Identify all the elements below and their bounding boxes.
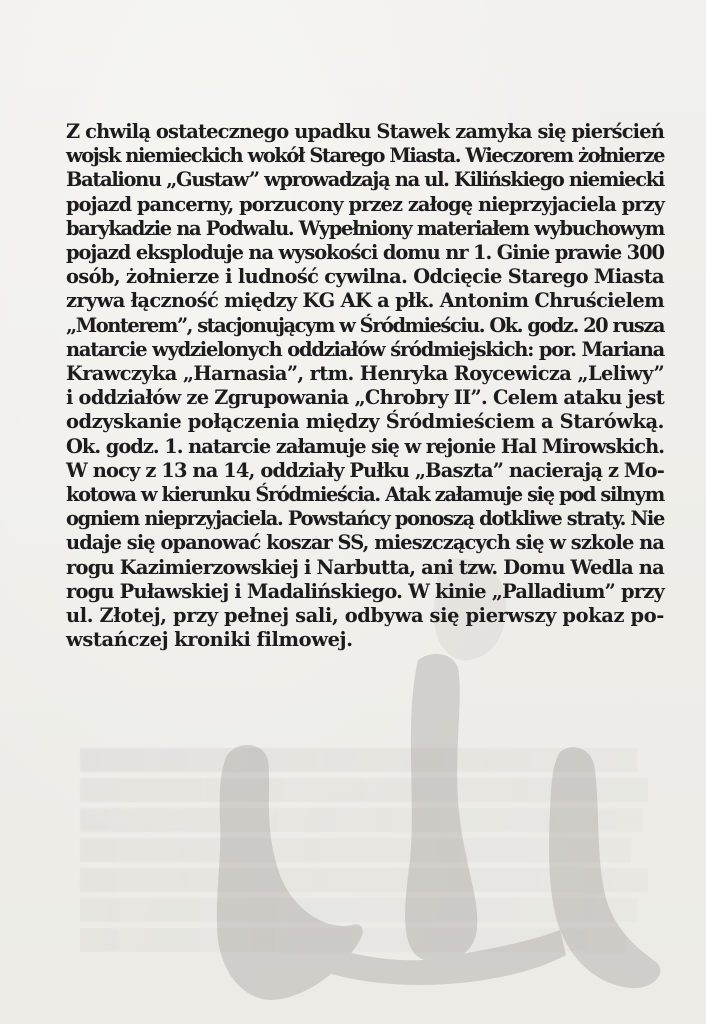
text-line: Z chwilą ostatecznego upadku Stawek zamyka się pierścień [66,120,664,143]
text-line: pojazd eksploduje na wysokości domu nr 1. Ginie prawie 300 [66,241,664,265]
text-line: osób, żołnierze i ludność cywilna. Odcięcie Starego Miasta [66,265,664,289]
text-line: wstańczej kroniki filmowej. [66,628,353,652]
text-line: barykadzie na Podwalu. Wypełniony materiałem wybuchowym [66,216,664,240]
text-line: ul. Złotej, przy pełnej sali, odbywa się pierwszy pokaz po- [66,604,664,628]
text-line: wojsk niemieckich wokół Starego Miasta. Wieczorem żołnierze [66,144,664,168]
text-line: kotowa w kierunku Śródmieścia. Atak załamuje się pod silnym [66,483,664,507]
text-line: Batalionu „Gustaw” wprowadzają na ul. Kilińskiego niemiecki [66,168,664,192]
text-line: „Monterem”, stacjonującym w Śródmieściu. Ok. godz. 20 rusza [66,313,664,337]
text-line: rogu Kazimierzowskiej i Narbutta, ani tzw. Domu Wedla na [66,555,664,579]
bleed-through-text [80,748,660,952]
text-line: zrywa łączność między KG AK a płk. Antonim Chruścielem [66,289,664,313]
body-paragraph [66,120,664,652]
text-line: ogniem nieprzyjaciela. Powstańcy ponoszą dotkliwe straty. Nie [66,507,664,531]
text-line: udaje się opanować koszar SS, mieszczących się w szkole na [66,531,664,555]
text-line: rogu Puławskiej i Madalińskiego. W kinie „Palladium” przy [66,579,664,603]
text-line: natarcie wydzielonych oddziałów śródmiejskich: por. Mariana [66,337,664,361]
text-line: Krawczyka „Harnasia”, rtm. Henryka Roycewicza „Leliwy” [66,362,664,386]
text-line: pojazd pancerny, porzucony przez załogę nieprzyjaciela przy [66,192,664,216]
text-line: odzyskanie połączenia między Śródmieściem a Starówką. [66,410,664,434]
text-line: Ok. godz. 1. natarcie załamuje się w rejonie Hal Mirowskich. [66,434,664,458]
text-line: i oddziałów ze Zgrupowania „Chrobry II”. Celem ataku jest [66,386,664,410]
text-line: W nocy z 13 na 14, oddziały Pułku „Baszta” nacierają z Mo- [66,458,664,482]
